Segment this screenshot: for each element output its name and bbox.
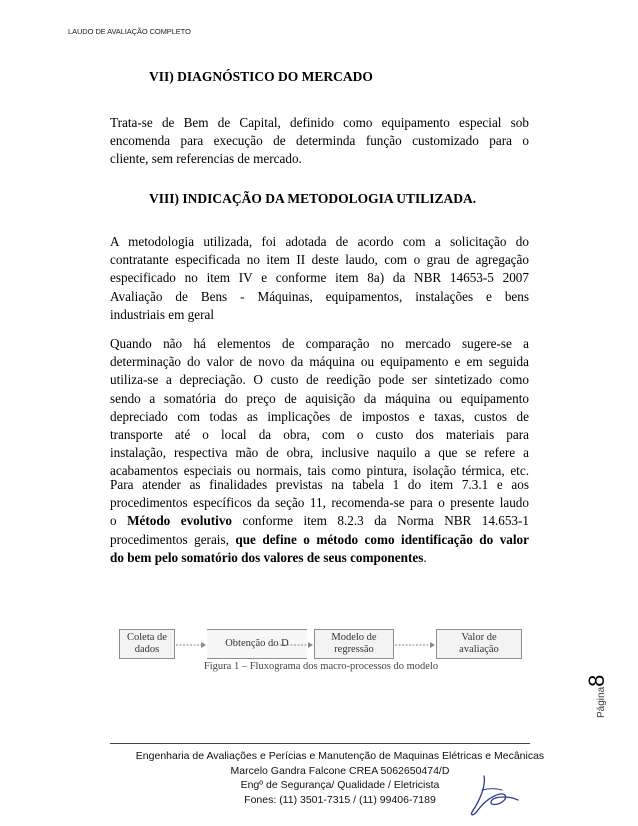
text-line: utiliza-se a depreciação. O custo de reedição pode ser sintetizado como: [110, 372, 529, 388]
flowchart-figure: [112, 620, 530, 670]
box-label: regressão: [334, 644, 374, 655]
box-label: Coleta de: [127, 632, 167, 643]
text-run: procedimentos gerais,: [110, 531, 236, 547]
bold-method-name: Método evolutivo: [127, 513, 233, 529]
text-line: A metodologia utilizada, foi adotada de acordo com a solicitação do: [110, 234, 529, 249]
box-label: Valor de: [461, 632, 497, 643]
text-line: [110, 549, 529, 567]
text-run: conforme item 8.2.3 da Norma NBR 14.653-1: [232, 513, 530, 529]
arrow-icon: [273, 642, 313, 648]
footer-line: Marcelo Gandra Falcone CREA 5062650474/D: [230, 764, 450, 777]
text-line: sendo a somatória do preço de aquisição da máquina ou equipamento: [110, 390, 529, 406]
text-line: Quando não há elementos de comparação no mercado sugere-se a: [110, 336, 529, 351]
paragraph-diagnostico: [110, 114, 529, 169]
text-line: Para atender as finalidades previstas na tabela 1 do item 7.3.1 e aos: [110, 477, 529, 492]
page-number: [584, 658, 614, 718]
box-label: Obtenção do D: [225, 638, 289, 649]
figure-caption: Figura 1 – Fluxograma dos macro-processos do modelo: [203, 661, 439, 672]
text-line: instalação, respectiva mão de obra, inclusive naquilo a que se refere a: [110, 445, 529, 461]
text-line: especificado no item IV e conforme item 8a) da NBR 14653-5 2007: [110, 270, 529, 286]
text-line: contratante especificada no item II deste laudo, com o grau de agregação: [110, 252, 529, 268]
page-label: Página: [596, 686, 607, 718]
box-label: avaliação: [459, 644, 499, 655]
flowchart-box-modelo: [314, 629, 394, 659]
arrow-icon: [395, 642, 435, 648]
text-line: Trata-se de Bem de Capital, definido como equipamento especial sob: [110, 115, 529, 130]
footer-line: Engº de Segurança/ Qualidade / Eletricista: [240, 779, 440, 791]
signature-image: [462, 772, 522, 820]
box-label: Modelo de: [331, 632, 377, 643]
bold-text-run: que define o método como identificação do valor: [235, 531, 529, 547]
section-title-diagnostico: VII) DIAGNÓSTICO DO MERCADO: [149, 69, 373, 84]
page-number-value: 8: [584, 674, 609, 687]
text-line: [110, 531, 529, 549]
text-line: depreciado com todas as implicações de impostos e taxas, custos de: [110, 408, 529, 424]
bold-text-run: do bem pelo somatório dos valores de seus componentes: [110, 549, 424, 565]
paragraph-metodologia-2: [110, 335, 529, 481]
text-line: procedimentos específicos da seção 11, recomenda-se para o presente laudo: [110, 495, 529, 511]
text-line: encomenda para execução de determinda função customizado para o: [110, 133, 529, 149]
document-header: LAUDO DE AVALIAÇÃO COMPLETO: [68, 27, 191, 36]
footer-line: Engenharia de Avaliações e Perícias e Manutenção de Maquinas Elétricas e Mecânicas: [135, 750, 545, 762]
text-line: cliente, sem referencias de mercado.: [110, 151, 302, 167]
text-line: transporte até o local da obra, com o custo dos materiais para: [110, 427, 529, 443]
box-label: dados: [134, 644, 160, 655]
paragraph-metodologia-1: [110, 233, 529, 324]
paragraph-metodologia-3: [110, 476, 529, 567]
footer-line: Fones: (11) 3501-7315 / (11) 99406-7189: [244, 793, 436, 806]
text-line: Avaliação de Bens - Máquinas, equipamentos, instalações e bens: [110, 288, 529, 304]
arrow-icon: [176, 642, 206, 648]
footer-divider: [110, 743, 530, 744]
text-line: acabamentos especiais ou normais, tais como pintura, isolação térmica, etc.: [110, 463, 529, 479]
text-run: .: [423, 549, 427, 565]
text-line: industriais em geral: [110, 306, 215, 322]
text-line: determinação do valor de novo da máquina ou equipamento e em seguida: [110, 354, 529, 370]
flowchart-box-valor: [436, 629, 522, 659]
flowchart-box-coleta: [119, 629, 175, 659]
text-run: o: [110, 513, 128, 529]
text-line: [110, 512, 529, 530]
section-title-metodologia: VIII) INDICAÇÃO DA METODOLOGIA UTILIZADA.: [149, 191, 477, 206]
